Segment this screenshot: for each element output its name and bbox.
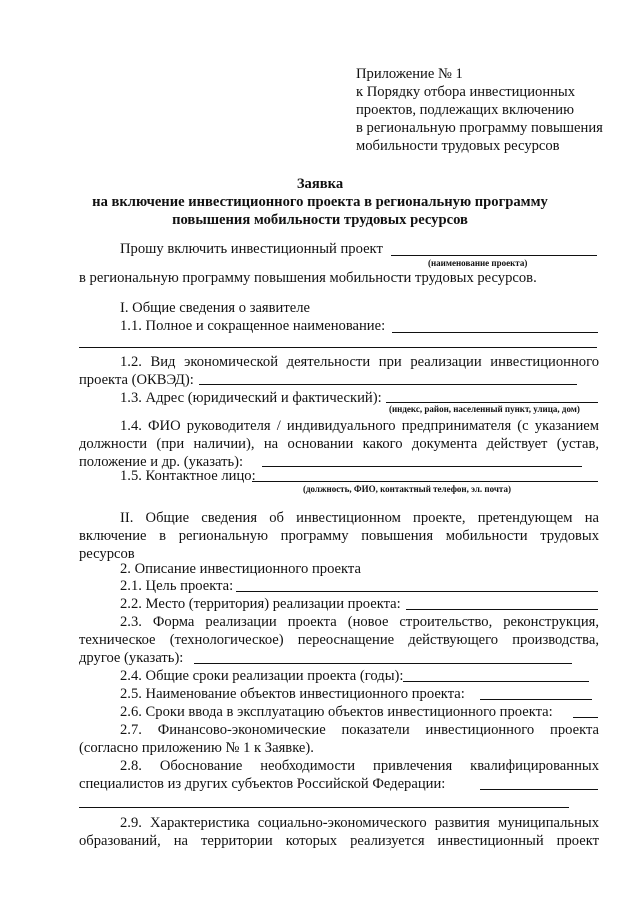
title-line-1: Заявка bbox=[296, 176, 344, 192]
item-1-4-line-1: 1.4. ФИО руководителя / индивидуального предпринимателя (с указанием bbox=[120, 418, 599, 434]
item-1-4-line-2: должности (при наличии), на основании какого документа действует (устав, bbox=[79, 436, 599, 452]
section-2-heading-line-3: ресурсов bbox=[79, 546, 135, 562]
commissioning-field-line[interactable] bbox=[573, 717, 598, 718]
item-2-8-line-2: специалистов из других субъектов Российской Федерации: bbox=[79, 776, 446, 792]
full-name-field-line-2[interactable] bbox=[79, 347, 597, 348]
appendix-line-5: мобильности трудовых ресурсов bbox=[356, 138, 560, 154]
project-name-field-line[interactable] bbox=[391, 255, 597, 256]
section-2-heading-line-1: II. Общие сведения об инвестиционном проекте, претендующем на bbox=[120, 510, 599, 526]
address-hint: (индекс, район, населенный пункт, улица, дом) bbox=[389, 404, 580, 414]
director-field-line[interactable] bbox=[262, 466, 582, 467]
item-2-9-line-2: образований, на территории которых реализуется инвестиционный проект bbox=[79, 833, 599, 849]
appendix-line-4: в региональную программу повышения bbox=[356, 120, 603, 136]
project-name-hint: (наименование проекта) bbox=[428, 258, 528, 268]
full-name-field-line[interactable] bbox=[392, 332, 598, 333]
item-2-3-line-3: другое (указать): bbox=[79, 650, 184, 666]
request-text-2: в региональную программу повышения мобильности трудовых ресурсов. bbox=[79, 270, 537, 286]
duration-field-line[interactable] bbox=[403, 681, 589, 682]
item-1-5-label: 1.5. Контактное лицо: bbox=[120, 468, 256, 484]
item-2-4-label: 2.4. Общие сроки реализации проекта (годы): bbox=[120, 668, 404, 684]
appendix-line-2: к Порядку отбора инвестиционных bbox=[356, 84, 576, 100]
item-1-1-label: 1.1. Полное и сокращенное наименование: bbox=[120, 318, 386, 334]
item-2-7-line-2: (согласно приложению № 1 к Заявке). bbox=[79, 740, 314, 756]
item-2-9-line-1: 2.9. Характеристика социально-экономического развития муниципальных bbox=[120, 815, 599, 831]
item-2-3-line-2: техническое (технологическое) переоснащение действующего производства, bbox=[79, 632, 599, 648]
item-1-2-line-1: 1.2. Вид экономической деятельности при реализации инвестиционного bbox=[120, 354, 599, 370]
item-2-7-line-1: 2.7. Финансово-экономические показатели инвестиционного проекта bbox=[120, 722, 599, 738]
item-2-3-line-1: 2.3. Форма реализации проекта (новое строительство, реконструкция, bbox=[120, 614, 599, 630]
objects-field-line[interactable] bbox=[480, 699, 592, 700]
location-field-line[interactable] bbox=[406, 609, 598, 610]
section-1-heading: I. Общие сведения о заявителе bbox=[120, 300, 310, 316]
goal-field-line[interactable] bbox=[236, 591, 598, 592]
item-2-label: 2. Описание инвестиционного проекта bbox=[120, 561, 361, 577]
item-2-6-label: 2.6. Сроки ввода в эксплуатацию объектов инвестиционного проекта: bbox=[120, 704, 553, 720]
title-line-3: повышения мобильности трудовых ресурсов bbox=[172, 212, 468, 228]
section-2-heading-line-2: включение в региональную программу повышения мобильности трудовых bbox=[79, 528, 599, 544]
item-1-3-label: 1.3. Адрес (юридический и фактический): bbox=[120, 390, 382, 406]
item-2-1-label: 2.1. Цель проекта: bbox=[120, 578, 234, 594]
item-2-8-line-1: 2.8. Обоснование необходимости привлечения квалифицированных bbox=[120, 758, 599, 774]
title-line-2: на включение инвестиционного проекта в региональную программу bbox=[92, 194, 548, 210]
contact-hint: (должность, ФИО, контактный телефон, эл. почта) bbox=[303, 484, 511, 494]
appendix-line-1: Приложение № 1 bbox=[356, 66, 463, 82]
item-2-2-label: 2.2. Место (территория) реализации проекта: bbox=[120, 596, 401, 612]
item-1-4-line-3: положение и др. (указать): bbox=[79, 454, 244, 470]
form-field-line[interactable] bbox=[194, 663, 572, 664]
address-field-line[interactable] bbox=[386, 402, 598, 403]
okved-field-line[interactable] bbox=[199, 384, 577, 385]
justification-field-line[interactable] bbox=[480, 789, 598, 790]
justification-field-line-2[interactable] bbox=[79, 807, 569, 808]
request-text: Прошу включить инвестиционный проект bbox=[120, 241, 383, 257]
contact-field-line[interactable] bbox=[252, 481, 598, 482]
item-2-5-label: 2.5. Наименование объектов инвестиционного проекта: bbox=[120, 686, 465, 702]
appendix-line-3: проектов, подлежащих включению bbox=[356, 102, 575, 118]
item-1-2-line-2: проекта (ОКВЭД): bbox=[79, 372, 194, 388]
